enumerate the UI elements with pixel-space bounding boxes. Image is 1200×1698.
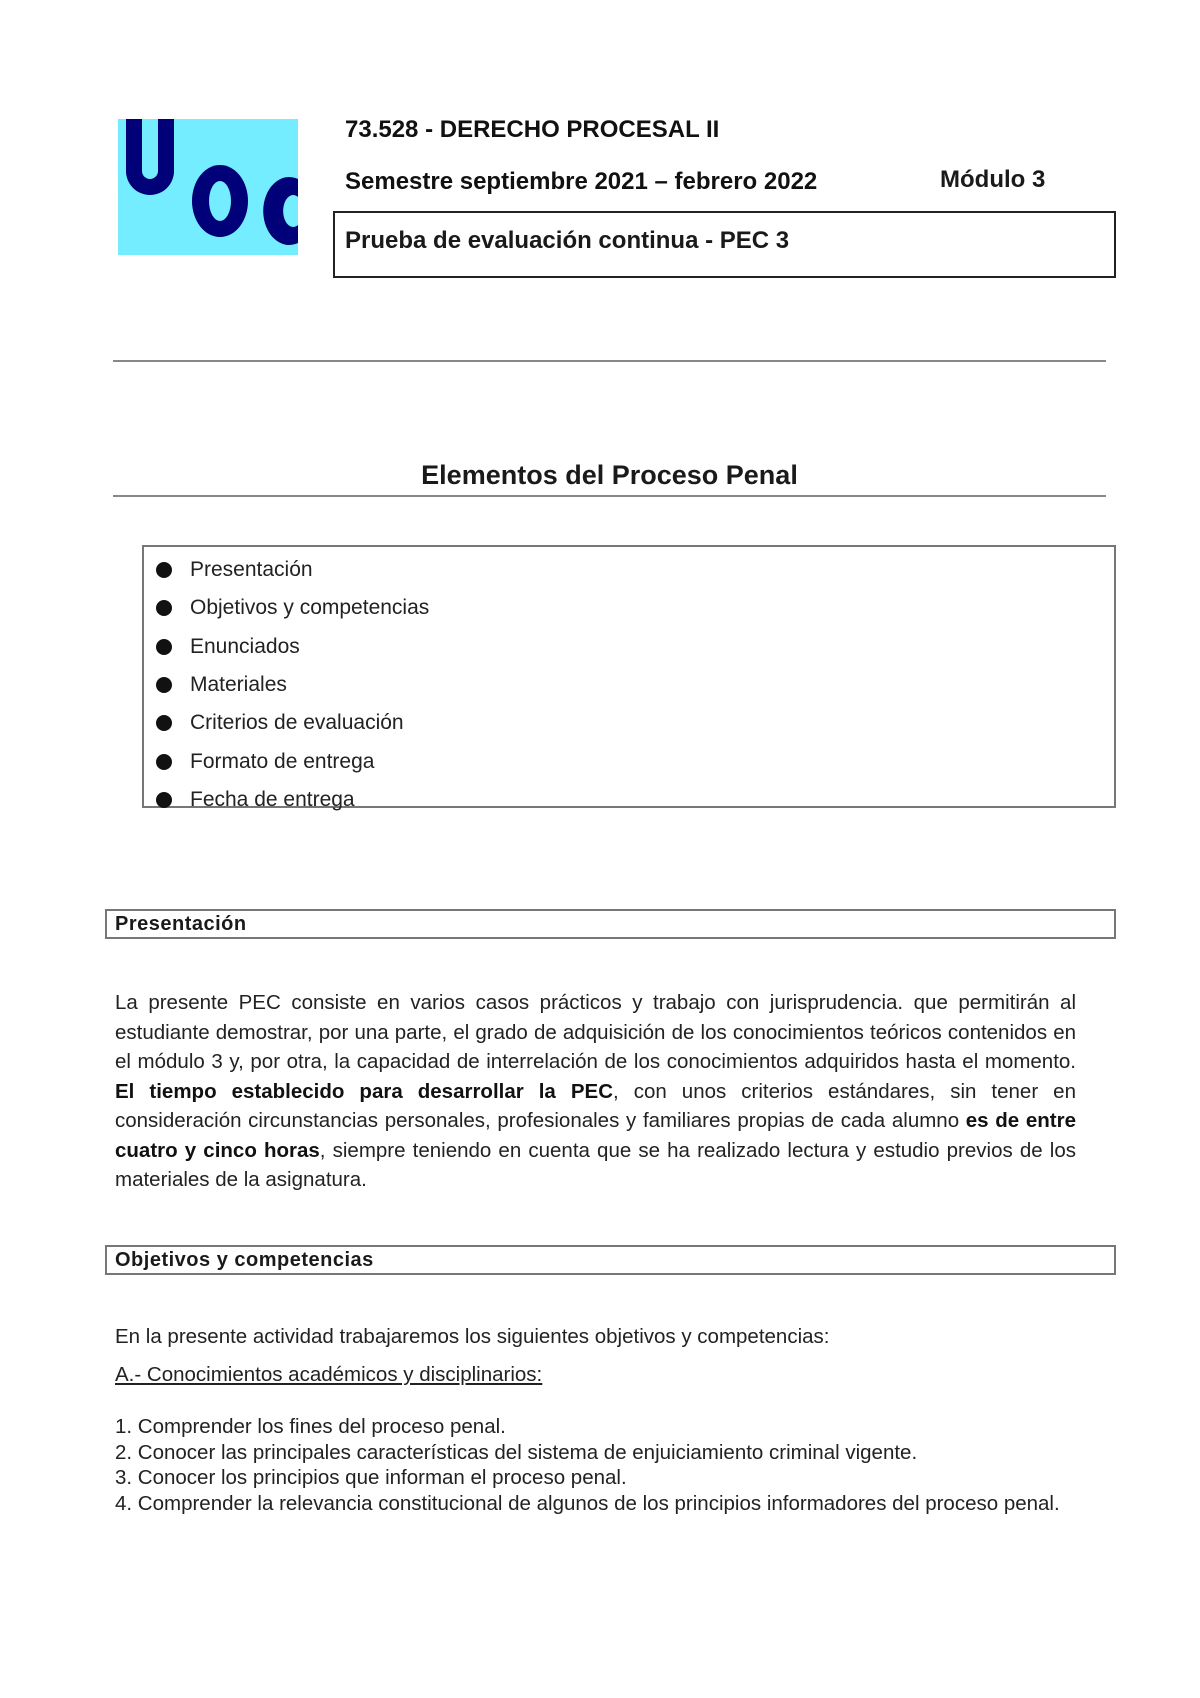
toc-item: Objetivos y competencias xyxy=(144,589,1114,627)
title-underline xyxy=(113,495,1106,497)
list-item: 3. Conocer los principios que informan el proceso penal. xyxy=(115,1466,627,1489)
bullet-icon xyxy=(156,715,172,731)
objetivos-list xyxy=(115,1414,1106,1516)
objetivos-intro: En la presente actividad trabajaremos los siguientes objetivos y competencias: xyxy=(115,1325,830,1348)
bullet-icon xyxy=(156,600,172,616)
list-item: 4. Comprender la relevancia constitucional de algunos de los principios informadores del proceso penal. xyxy=(115,1491,1060,1515)
toc-item: Presentación xyxy=(144,551,1114,589)
table-of-contents xyxy=(142,545,1116,811)
pec-title: Prueba de evaluación continua - PEC 3 xyxy=(345,227,790,254)
bullet-icon xyxy=(156,562,172,578)
bullet-icon xyxy=(156,792,172,808)
bullet-icon xyxy=(156,639,172,655)
toc-item: Fecha de entrega xyxy=(144,781,1114,819)
bullet-icon xyxy=(156,754,172,770)
toc-item: Enunciados xyxy=(144,628,1114,666)
document-title: Elementos del Proceso Penal xyxy=(421,460,798,490)
presentacion-paragraph: La presente PEC consiste en varios casos prácticos y trabajo con jurisprudencia. que permitirán al estudiante demostrar, por una parte, el grado de adquisición de los conocimientos teóricos contenidos en el módulo 3 y, por otra, la capacidad de interrelación de los conocimientos adquiridos hasta el momento. El tiempo establecido para desarrollar la PEC, con unos criterios estándares, sin tener en consideración circunstancias personales, profesionales y familiares propias de cada alumno es de entre cuatro y cinco horas, siempre teniendo en cuenta que se ha realizado lectura y estudio previos de los materiales de la asignatura. xyxy=(115,991,1076,1191)
semester-label: Semestre septiembre 2021 – febrero 2022 xyxy=(345,168,818,195)
objetivos-subheading: A.- Conocimientos académicos y disciplinarios: xyxy=(115,1363,543,1386)
uoc-logo xyxy=(118,119,298,255)
toc-item: Formato de entrega xyxy=(144,742,1114,780)
bullet-icon xyxy=(156,677,172,693)
toc-item: Materiales xyxy=(144,666,1114,704)
module-label: Módulo 3 xyxy=(940,166,1046,193)
logo-letter-c xyxy=(263,177,298,245)
section-heading-objetivos: Objetivos y competencias xyxy=(105,1245,1116,1275)
pec-title-box xyxy=(333,211,1116,278)
logo-letter-u xyxy=(126,119,174,195)
divider xyxy=(113,360,1106,362)
course-title: 73.528 - DERECHO PROCESAL II xyxy=(345,116,720,143)
section-heading-presentacion: Presentación xyxy=(105,909,1116,939)
uoc-logo-graphic xyxy=(118,119,298,255)
list-item: 2. Conocer las principales características del sistema de enjuiciamiento criminal vigente. xyxy=(115,1440,918,1464)
toc-item: Criterios de evaluación xyxy=(144,704,1114,742)
list-item: 1. Comprender los fines del proceso penal. xyxy=(115,1415,506,1438)
